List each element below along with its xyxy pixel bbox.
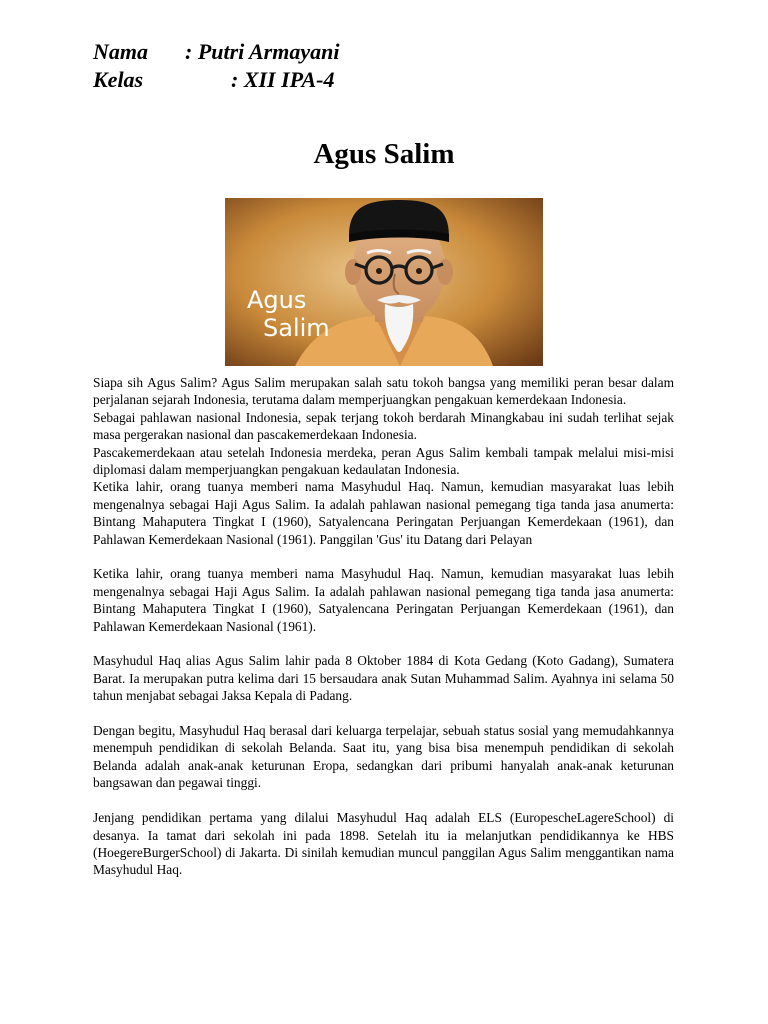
paragraph-birth-name-1: Ketika lahir, orang tuanya memberi nama Masyhudul Haq. Namun, kemudian masyarakat luas lebih mengenalnya sebagai Haji Agus Salim. Ia adalah pahlawan nasional pemegang tiga tanda jasa anumerta: Bintang Mahaputera Tingkat I (1960), Satyalencana Peringatan Perjuangan Kemerdekaan (1961), dan Pahlawan Kemerdekaan Nasional (1961). Panggilan 'Gus' itu Datang dari Pelayan [93, 479, 674, 547]
paragraph-national-hero: Sebagai pahlawan nasional Indonesia, sepak terjang tokoh berdarah Minangkabau ini sudah terlihat sejak masa pergerakan nasional dan pascakemerdekaan Indonesia. [93, 409, 674, 443]
agus-salim-portrait [225, 198, 543, 366]
paragraph-intro: Siapa sih Agus Salim? Agus Salim merupakan salah satu tokoh bangsa yang memiliki peran besar dalam perjalanan sejarah Indonesia, terutama dalam memperjuangkan pengakuan kemerdekaan Indonesia. [93, 375, 674, 408]
article-body [93, 374, 674, 879]
paragraph-birthplace: Masyhudul Haq alias Agus Salim lahir pada 8 Oktober 1884 di Kota Gedang (Koto Gadang), Sumatera Barat. Ia merupakan putra kelima dari 15 bersaudara anak Sutan Muhammad Salim. Ayahnya ini selama 50 tahun menjabat sebagai Jaksa Kepala di Padang. [93, 653, 674, 704]
paragraph-family-education: Dengan begitu, Masyhudul Haq berasal dari keluarga terpelajar, sebuah status sosial yang memudahkannya menempuh pendidikan di sekolah Belanda. Saat itu, yang bisa bisa menempuh pendidikan di sekolah Belanda adalah anak-anak keturunan Eropa, sedangkan dari pribumi hanyalah anak-anak keturunan bangsawan dan pegawai tinggi. [93, 723, 674, 791]
name-label: Nama [93, 39, 148, 64]
paragraph-schooling: Jenjang pendidikan pertama yang dilalui Masyhudul Haq adalah ELS (EuropescheLagereSchool) di desanya. Ia tamat dari sekolah ini pada 1898. Setelah itu ia melanjutkan pendidikannya ke HBS (HoegereBurgerSchool) di Jakarta. Di sinilah kemudian muncul panggilan Agus Salim menggantikan nama Masyhudul Haq. [93, 810, 674, 878]
portrait-caption-line-2: Salim [263, 314, 330, 342]
name-value: : Putri Armayani [185, 39, 340, 64]
paragraph-diplomacy: Pascakemerdekaan atau setelah Indonesia merdeka, peran Agus Salim kembali tampak melalui misi-misi diplomasi dalam memperjuangkan pengakuan kedaulatan Indonesia. [93, 444, 674, 478]
document-title: Agus Salim [313, 138, 455, 170]
paragraph-birth-name-2: Ketika lahir, orang tuanya memberi nama Masyhudul Haq. Namun, kemudian masyarakat luas lebih mengenalnya sebagai Haji Agus Salim. Ia adalah pahlawan nasional pemegang tiga tanda jasa anumerta: Bintang Mahaputera Tingkat I (1960), Satyalencana Peringatan Perjuangan Kemerdekaan (1961), dan Pahlawan Kemerdekaan Nasional (1961). [93, 566, 674, 634]
portrait-caption-line-1: Agus [247, 286, 307, 314]
class-value: : XII IPA-4 [231, 67, 335, 92]
class-label: Kelas [93, 67, 144, 92]
